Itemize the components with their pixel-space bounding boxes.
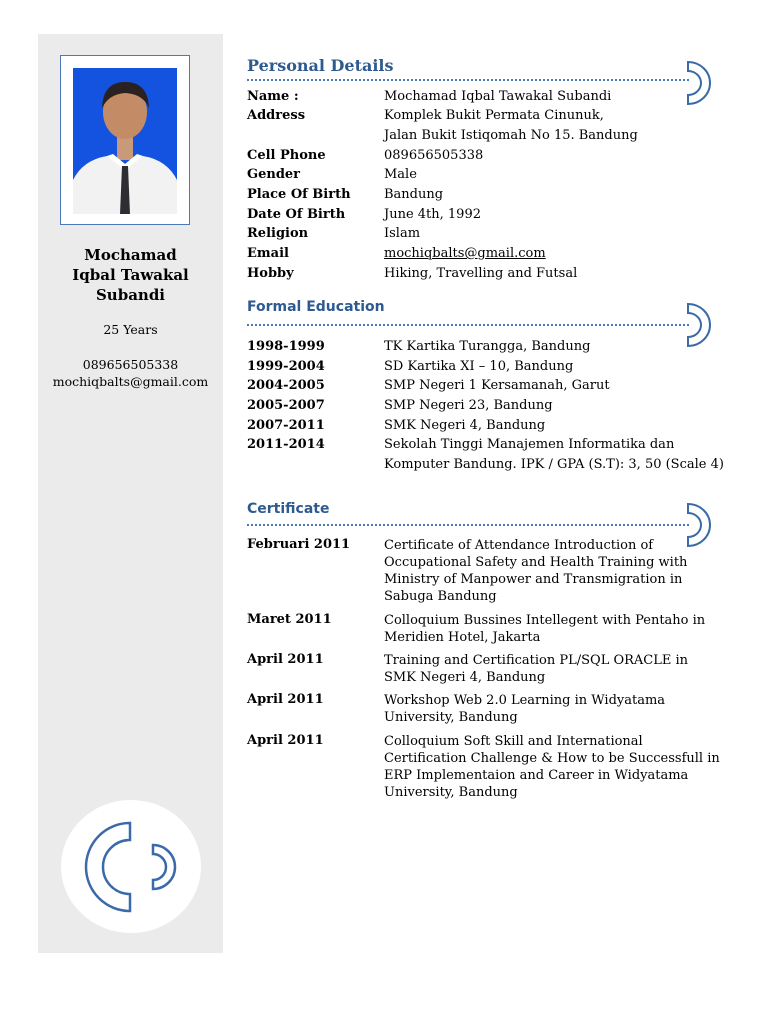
sidebar-phone: 089656505338 [82, 357, 179, 372]
education-year: 1998-1999 [247, 339, 325, 354]
certificate-description: Colloquium Bussines Intellegent with Pentaho in [384, 613, 706, 628]
profile-photo [73, 68, 177, 214]
field-label: Address [247, 108, 306, 123]
field-label: Religion [247, 226, 309, 241]
certificate-description: Occupational Safety and Health Training with [384, 555, 688, 570]
education-school: Komputer Bandung. IPK / GPA (S.T): 3, 50 (Scale 4) [384, 457, 724, 472]
logo-mark [61, 800, 201, 933]
section-title-personal: Personal Details [247, 56, 394, 75]
field-label: Gender [247, 167, 301, 182]
certificate-description: Sabuga Bandung [384, 589, 497, 604]
field-value: Male [384, 167, 417, 182]
certificate-date: April 2011 [247, 652, 324, 667]
field-label: Hobby [247, 266, 294, 281]
education-year: 2005-2007 [247, 398, 325, 413]
field-label: Cell Phone [247, 148, 326, 163]
education-year: 2004-2005 [247, 378, 325, 393]
divider [247, 524, 689, 526]
education-school: SMP Negeri 23, Bandung [384, 398, 553, 413]
field-value: Mochamad Iqbal Tawakal Subandi [384, 89, 612, 104]
sidebar-name-line: Subandi [95, 286, 166, 304]
field-value: June 4th, 1992 [384, 207, 481, 222]
education-year: 2011-2014 [247, 437, 325, 452]
certificate-description: SMK Negeri 4, Bandung [384, 670, 546, 685]
field-value: Islam [384, 226, 421, 241]
education-school: Sekolah Tinggi Manajemen Informatika dan [384, 437, 675, 452]
education-year: 1999-2004 [247, 359, 325, 374]
education-school: SMK Negeri 4, Bandung [384, 418, 546, 433]
certificate-description: Certificate of Attendance Introduction of [384, 538, 654, 553]
certificate-date: April 2011 [247, 733, 324, 748]
field-value: Jalan Bukit Istiqomah No 15. Bandung [384, 128, 638, 143]
certificate-description: ERP Implementaion and Career in Widyatama [384, 768, 689, 783]
field-value: Hiking, Travelling and Futsal [384, 266, 578, 281]
certificate-description: Workshop Web 2.0 Learning in Widyatama [384, 693, 666, 708]
section-title-education: Formal Education [247, 299, 385, 315]
certificate-description: Training and Certification PL/SQL ORACLE in [384, 653, 689, 668]
sidebar-name-line: Iqbal Tawakal [72, 266, 189, 284]
education-school: SD Kartika XI – 10, Bandung [384, 359, 574, 374]
profile-photo-frame [60, 55, 190, 225]
certificate-description: University, Bandung [384, 710, 518, 725]
divider [247, 79, 689, 81]
divider [247, 324, 689, 326]
certificate-description: University, Bandung [384, 785, 518, 800]
certificate-date: Februari 2011 [247, 537, 351, 552]
section-title-certificate: Certificate [247, 501, 330, 517]
field-label: Place Of Birth [247, 187, 351, 202]
sidebar-email: mochiqbalts@gmail.com [52, 374, 209, 389]
education-year: 2007-2011 [247, 418, 325, 433]
certificate-description: Meridien Hotel, Jakarta [384, 630, 541, 645]
certificate-description: Colloquium Soft Skill and International [384, 734, 643, 749]
certificate-description: Ministry of Manpower and Transmigration in [384, 572, 683, 587]
education-school: TK Kartika Turangga, Bandung [384, 339, 591, 354]
field-value: Bandung [384, 187, 444, 202]
field-label: Name : [247, 89, 299, 104]
certificate-description: Certification Challenge & How to be Successfull in [384, 751, 720, 766]
sidebar-age: 25 Years [103, 322, 158, 337]
certificate-date: April 2011 [247, 692, 324, 707]
field-value: 089656505338 [384, 148, 484, 163]
sidebar-name [38, 245, 223, 305]
logo-mark-icon [61, 800, 201, 933]
field-value: Komplek Bukit Permata Cinunuk, [384, 108, 604, 123]
field-label: Email [247, 246, 289, 261]
email-link[interactable]: mochiqbalts@gmail.com [384, 246, 546, 261]
education-school: SMP Negeri 1 Kersamanah, Garut [384, 378, 610, 393]
field-label: Date Of Birth [247, 207, 346, 222]
half-circle-icon [684, 302, 714, 348]
sidebar-name-line: Mochamad [84, 246, 177, 264]
half-circle-icon [684, 60, 714, 106]
certificate-date: Maret 2011 [247, 612, 332, 627]
